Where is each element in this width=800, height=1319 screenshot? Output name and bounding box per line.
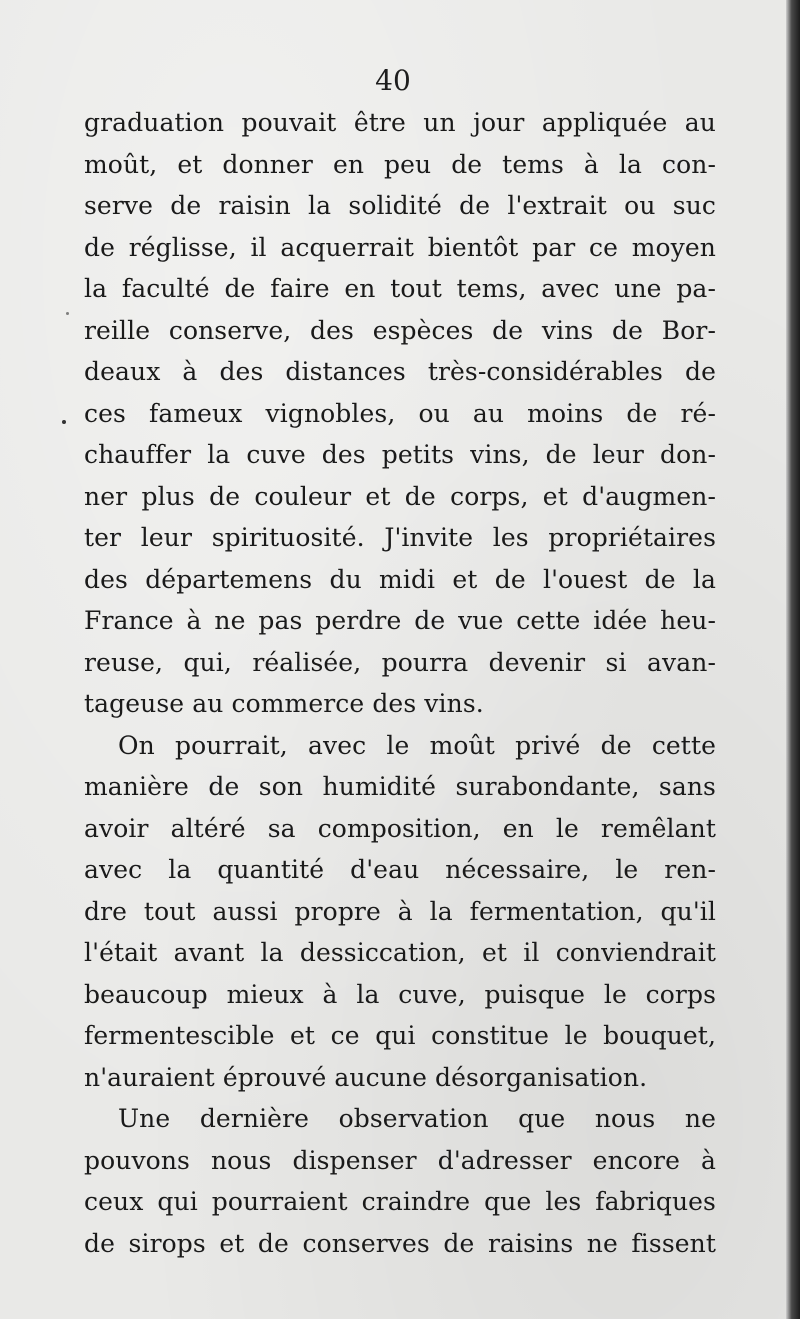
- text-line: reille conserve, des espèces de vins de Bor-: [84, 315, 716, 345]
- text-line: Une dernière observation que nous ne: [118, 1104, 716, 1133]
- page-number: 40: [375, 64, 411, 97]
- text-line: manière de son humidité surabondante, sans: [84, 772, 716, 801]
- text-line: reuse, qui, réalisée, pourra devenir si avan-: [84, 647, 716, 677]
- body-text: [84, 102, 716, 1264]
- text-line: avec la quantité d'eau nécessaire, le ren-: [84, 855, 716, 884]
- text-line: pouvons nous dispenser d'adresser encore à: [84, 1145, 716, 1175]
- text-line: ceux qui pourraient craindre que les fabriques: [84, 1187, 716, 1216]
- text-line: ces fameux vignobles, ou au moins de ré-: [84, 398, 716, 428]
- page-edge-shadow: [786, 0, 800, 1319]
- text-line: dre tout aussi propre à la fermentation, qu'il: [84, 896, 716, 926]
- text-line: France à ne pas perdre de vue cette idée heu-: [84, 606, 716, 635]
- text-line: tageuse au commerce des vins.: [84, 689, 484, 718]
- text-line: des départemens du midi et de l'ouest de la: [84, 564, 716, 594]
- text-line: graduation pouvait être un jour appliquée au: [84, 108, 716, 137]
- text-line: On pourrait, avec le moût privé de cette: [118, 730, 716, 760]
- text-line: deaux à des distances très-considérables de: [84, 357, 716, 386]
- text-line: de réglisse, il acquerrait bientôt par ce moyen: [84, 232, 716, 262]
- ink-speck: [62, 420, 66, 424]
- text-line: serve de raisin la solidité de l'extrait ou suc: [84, 191, 716, 220]
- text-line: chauffer la cuve des petits vins, de leur don-: [84, 440, 716, 469]
- text-line: la faculté de faire en tout tems, avec une pa-: [84, 274, 716, 303]
- text-line: ner plus de couleur et de corps, et d'augmen-: [84, 481, 716, 511]
- text-line: n'auraient éprouvé aucune désorganisation.: [84, 1062, 648, 1092]
- text-line: beaucoup mieux à la cuve, puisque le corps: [84, 979, 716, 1009]
- ink-speck: [66, 312, 69, 315]
- text-line: de sirops et de conserves de raisins ne fissent: [84, 1228, 716, 1258]
- text-line: l'était avant la dessiccation, et il conviendrait: [84, 938, 716, 967]
- text-line: fermentescible et ce qui constitue le bouquet,: [84, 1021, 716, 1050]
- text-line: moût, et donner en peu de tems à la con-: [84, 149, 716, 179]
- text-line: avoir altéré sa composition, en le remêlant: [84, 813, 716, 843]
- text-line: ter leur spirituosité. J'invite les propriétaires: [84, 523, 716, 552]
